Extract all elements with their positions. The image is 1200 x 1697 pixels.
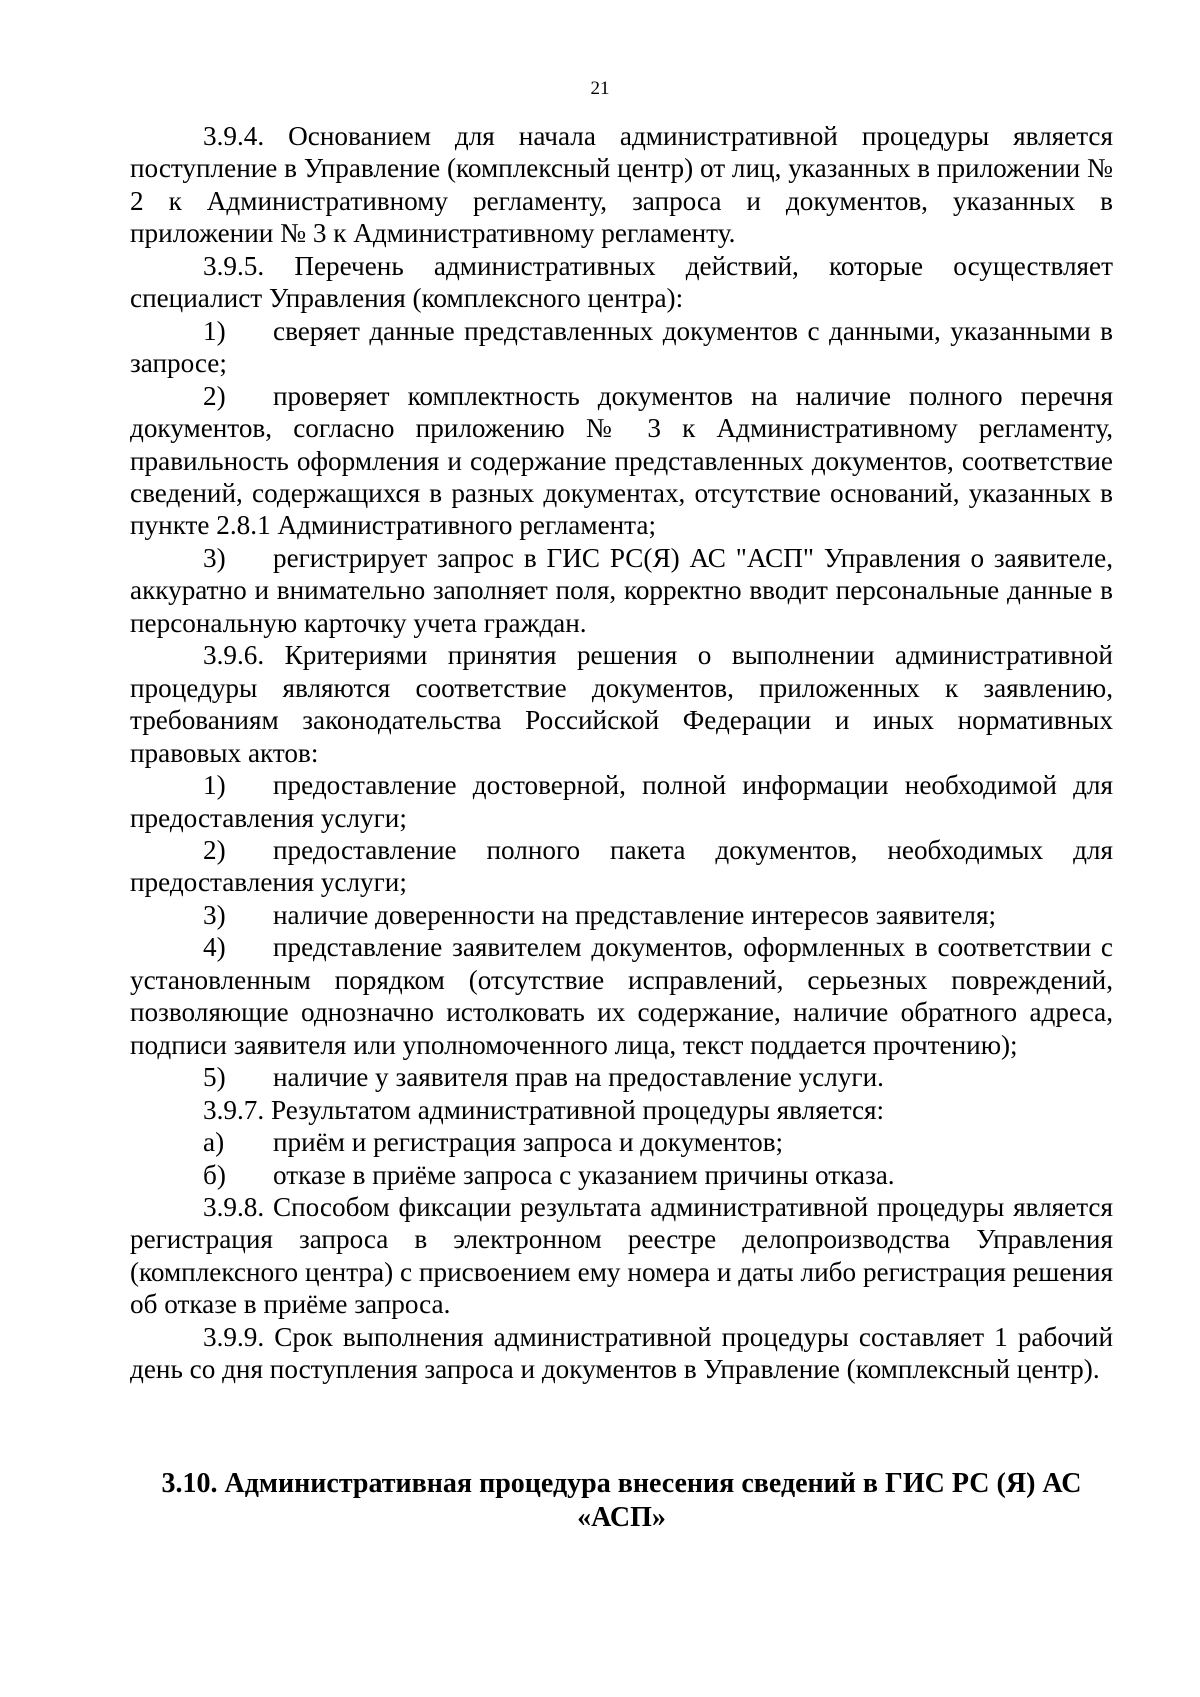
paragraph-3-9-4: 3.9.4. Основанием для начала административной процедуры является поступление в Управление (комплексный центр) от лиц, указанных в приложении № 2 к Административному регламенту, запроса и документов, указанных в приложении № 3 к Административному регламенту. bbox=[130, 121, 1113, 249]
list-item bbox=[130, 380, 1113, 542]
list-item-text: предоставление полного пакета документов, необходимых для предоставления услуги; bbox=[130, 834, 1113, 898]
list-item-number: 2) bbox=[203, 834, 226, 865]
list-item bbox=[130, 315, 1113, 380]
list-item-number: 4) bbox=[203, 932, 226, 963]
paragraph-3-9-7: 3.9.7. Результатом административной процедуры является: bbox=[203, 1094, 885, 1125]
list-item-number: 1) bbox=[203, 315, 226, 346]
list-item-text: регистрирует запрос в ГИС РС(Я) АС "АСП" Управления о заявителе, аккуратно и внимательно заполняет поля, корректно вводит персональные данные в персональную карточку учета граждан. bbox=[130, 542, 1113, 638]
list-item-number: 2) bbox=[203, 380, 226, 411]
list-item-text: предоставление достоверной, полной информации необходимой для предоставления услуги; bbox=[130, 770, 1113, 833]
list-item-text: наличие у заявителя прав на предоставление услуги. bbox=[273, 1062, 884, 1093]
list-item bbox=[130, 1159, 1113, 1191]
section-heading-line2: «АСП» bbox=[577, 1502, 666, 1533]
list-item-number: 3) bbox=[203, 542, 226, 573]
section-heading-line1: 3.10. Административная процедура внесения сведений в ГИС РС (Я) АС bbox=[161, 1468, 1082, 1499]
paragraph-3-9-9: 3.9.9. Срок выполнения административной процедуры составляет 1 рабочий день со дня поступления запроса и документов в Управление (комплексный центр). bbox=[130, 1321, 1113, 1385]
page-number: 21 bbox=[590, 78, 610, 99]
list-item-text: проверяет комплектность документов на наличие полного перечня документов, согласно приложению № 3 к Административному регламенту, правильность оформления и содержание представленных документов, соответствие сведений, содержащихся в разных документах, отсутствие оснований, указанных в пункте 2.8.1 Административного регламента; bbox=[130, 380, 1113, 541]
list-item-text: приём и регистрация запроса и документов; bbox=[273, 1127, 784, 1158]
list-item bbox=[130, 769, 1113, 834]
list-item bbox=[130, 1126, 1113, 1158]
list-item-text: сверяет данные представленных документов с данными, указанными в запросе; bbox=[130, 315, 1113, 379]
list-item bbox=[130, 1061, 1113, 1093]
list-item bbox=[130, 899, 1113, 931]
list-item-number: 3) bbox=[203, 899, 226, 930]
list-item-text: отказе в приёме запроса с указанием причины отказа. bbox=[273, 1159, 895, 1190]
paragraph-3-9-8: 3.9.8. Способом фиксации результата административной процедуры является регистрация запроса в электронном реестре делопроизводства Управления (комплексного центра) с присвоением ему номера и даты либо регистрация решения об отказе в приёме запроса. bbox=[130, 1191, 1113, 1320]
paragraph-3-9-5: 3.9.5. Перечень административных действий, которые осуществляет специалист Управления (комплексного центра): bbox=[130, 250, 1113, 314]
list-item-number: 5) bbox=[203, 1062, 226, 1093]
list-item bbox=[130, 834, 1113, 899]
list-item-text: наличие доверенности на представление интересов заявителя; bbox=[273, 899, 997, 930]
list-item-number: а) bbox=[203, 1127, 225, 1158]
document-body bbox=[130, 120, 1113, 1386]
list-item-number: б) bbox=[203, 1159, 226, 1190]
list-item bbox=[130, 542, 1113, 639]
section-heading bbox=[130, 1467, 1113, 1535]
list-item bbox=[130, 931, 1113, 1061]
list-item-number: 1) bbox=[203, 770, 226, 801]
paragraph-3-9-6: 3.9.6. Критериями принятия решения о выполнении административной процедуры являются соответствие документов, приложенных к заявлению, требованиям законодательства Российской Федерации и иных нормативных правовых актов: bbox=[130, 640, 1113, 768]
list-item-text: представление заявителем документов, оформленных в соответствии с установленным порядком (отсутствие исправлений, серьезных повреждений, позволяющие однозначно истолковать их содержание, наличие обратного адреса, подписи заявителя или уполномоченного лица, текст поддается прочтению); bbox=[130, 932, 1113, 1060]
